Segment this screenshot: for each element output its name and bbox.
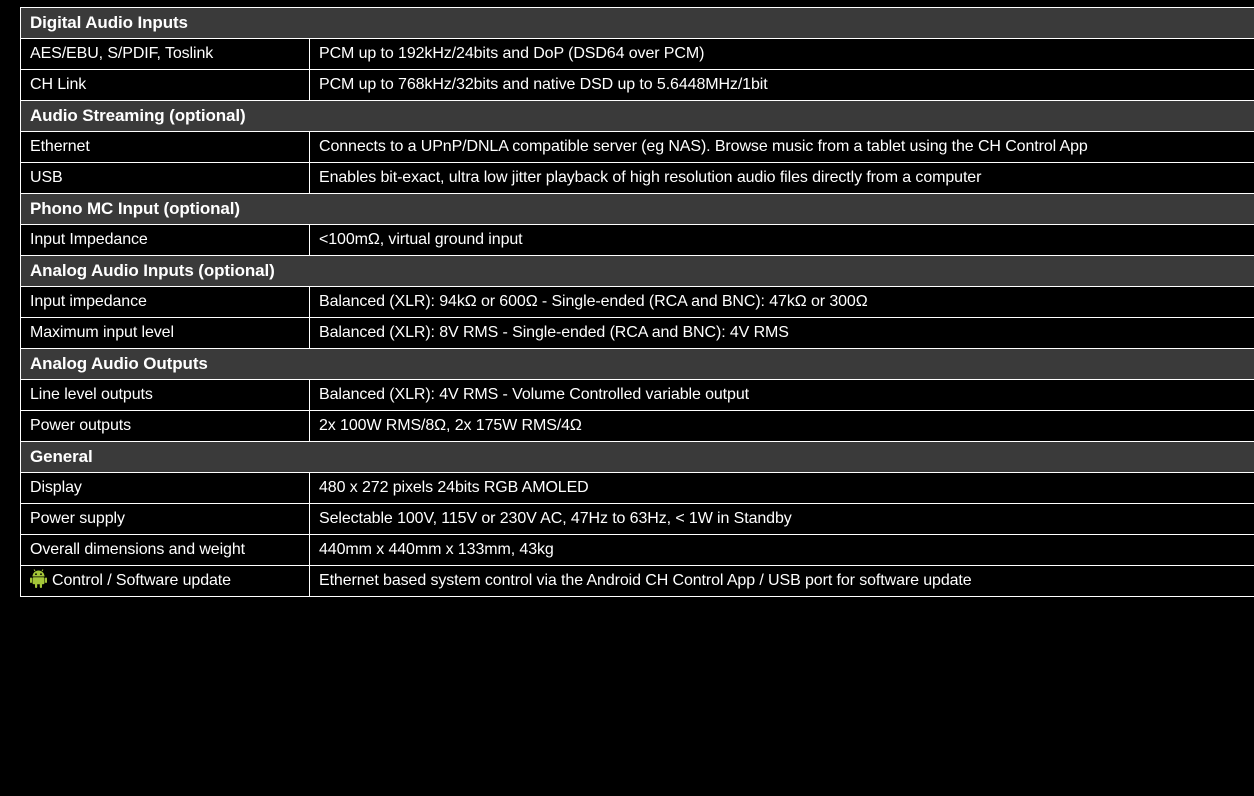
spec-label: USB [21,163,310,194]
spec-row [21,318,1254,349]
spec-row [21,132,1254,163]
spec-value: Ethernet based system control via the Android CH Control App / USB port for software update [310,566,1254,597]
spec-label: Control / Software update [52,572,231,589]
spec-value: PCM up to 768kHz/32bits and native DSD up to 5.6448MHz/1bit [310,70,1254,101]
spec-row [21,566,1254,597]
spec-label: Power outputs [21,411,310,442]
spec-row [21,225,1254,256]
section-header-digital-audio-inputs [21,8,1254,39]
spec-value: Enables bit-exact, ultra low jitter playback of high resolution audio files directly from a computer [310,163,1254,194]
specifications-body [21,8,1254,597]
section-header-analog-audio-outputs [21,349,1254,380]
section-title: General [21,442,1254,473]
spec-label: AES/EBU, S/PDIF, Toslink [21,39,310,70]
android-icon [30,569,47,593]
spec-value: Balanced (XLR): 4V RMS - Volume Controlled variable output [310,380,1254,411]
section-header-analog-audio-inputs [21,256,1254,287]
section-header-general [21,442,1254,473]
spec-value: Selectable 100V, 115V or 230V AC, 47Hz to 63Hz, < 1W in Standby [310,504,1254,535]
spec-value: 440mm x 440mm x 133mm, 43kg [310,535,1254,566]
spec-value: Connects to a UPnP/DNLA compatible server (eg NAS). Browse music from a tablet using the CH Control App [310,132,1254,163]
spec-row [21,380,1254,411]
spec-label-with-icon [21,566,310,597]
section-header-phono-mc-input [21,194,1254,225]
spec-value: 2x 100W RMS/8Ω, 2x 175W RMS/4Ω [310,411,1254,442]
spec-label: Power supply [21,504,310,535]
section-title: Audio Streaming (optional) [21,101,1254,132]
section-header-audio-streaming [21,101,1254,132]
spec-value: Balanced (XLR): 94kΩ or 600Ω - Single-ended (RCA and BNC): 47kΩ or 300Ω [310,287,1254,318]
spec-value: <100mΩ, virtual ground input [310,225,1254,256]
spec-row [21,504,1254,535]
section-title: Phono MC Input (optional) [21,194,1254,225]
section-title: Analog Audio Inputs (optional) [21,256,1254,287]
spec-label: Overall dimensions and weight [21,535,310,566]
spec-row [21,287,1254,318]
spec-value: 480 x 272 pixels 24bits RGB AMOLED [310,473,1254,504]
spec-row [21,39,1254,70]
spec-label: Line level outputs [21,380,310,411]
spec-row [21,411,1254,442]
section-title: Analog Audio Outputs [21,349,1254,380]
spec-label: Maximum input level [21,318,310,349]
spec-row [21,473,1254,504]
specifications-table [20,7,1254,597]
spec-row [21,70,1254,101]
spec-label: Input Impedance [21,225,310,256]
spec-row [21,163,1254,194]
spec-label: Display [21,473,310,504]
spec-label: Input impedance [21,287,310,318]
section-title: Digital Audio Inputs [21,8,1254,39]
spec-value: PCM up to 192kHz/24bits and DoP (DSD64 over PCM) [310,39,1254,70]
spec-label: CH Link [21,70,310,101]
spec-row [21,535,1254,566]
spec-label: Ethernet [21,132,310,163]
spec-value: Balanced (XLR): 8V RMS - Single-ended (RCA and BNC): 4V RMS [310,318,1254,349]
